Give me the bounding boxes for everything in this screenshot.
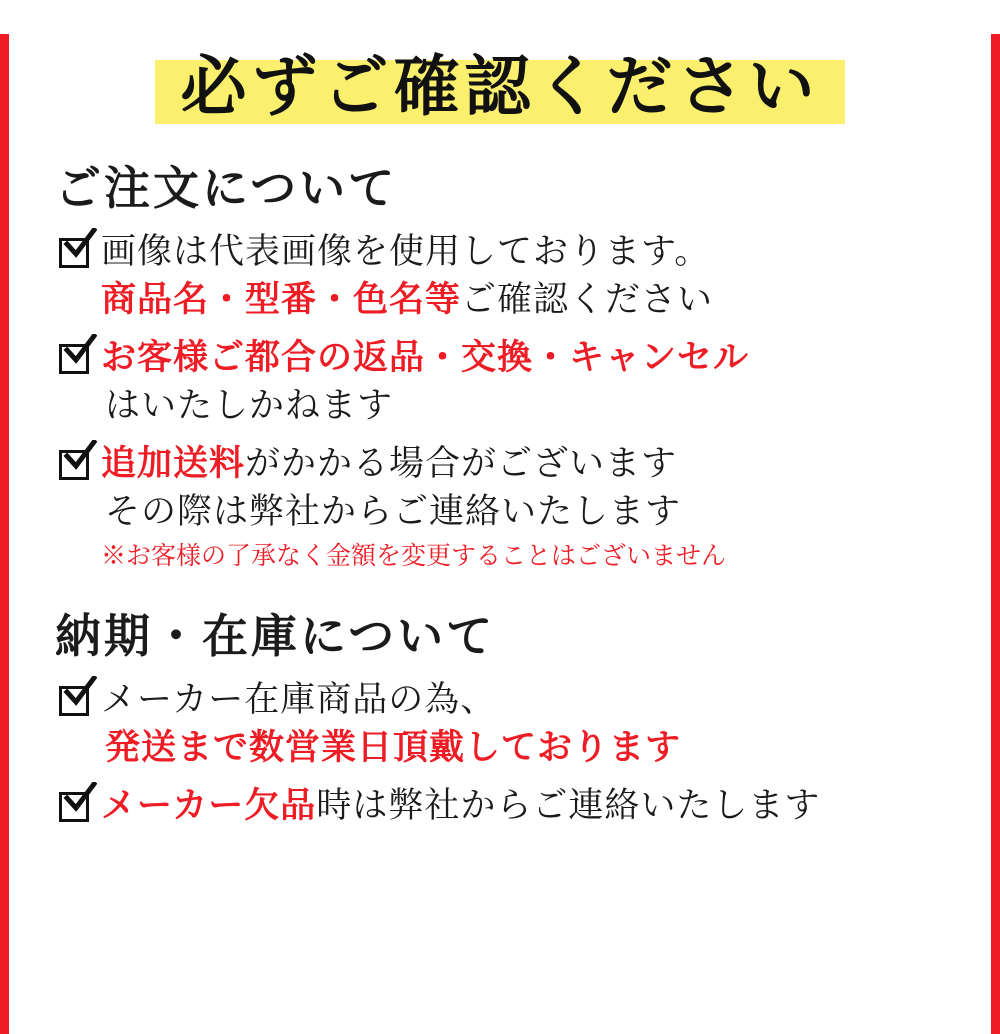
section-heading-orders: ご注文について (55, 161, 398, 215)
page-inner (9, 34, 991, 1034)
checkbox-checked-icon (57, 234, 95, 272)
list-item-lines (101, 228, 963, 324)
emphasis-text: メーカー欠品 (101, 785, 317, 826)
list-item (57, 228, 963, 324)
list-item-line: 画像は代表画像を使用しております。 (101, 232, 711, 272)
list-item (57, 334, 963, 430)
list-item-line: その際は弊社からご連絡いたします (105, 492, 682, 532)
list-item-lines (101, 334, 963, 430)
list-item-lines (101, 782, 963, 830)
section-heading-delivery: 納期・在庫について (55, 609, 496, 663)
notice-page (0, 34, 1000, 1034)
list-item (57, 440, 963, 576)
list-item-line: お客様ご都合の返品・交換・キャンセル (101, 337, 750, 378)
list-item-lines (101, 440, 963, 576)
list-item (57, 782, 963, 830)
emphasis-text: 商品名・型番・色名等 (101, 279, 462, 320)
plain-text: 時は弊社からご連絡いたします (316, 786, 821, 826)
plain-text: ご確認ください (461, 280, 714, 320)
list-item (57, 676, 963, 772)
list-item-line (101, 276, 963, 324)
checkbox-checked-icon (57, 446, 95, 484)
list-item-line: 発送まで数営業日頂戴しております (105, 727, 682, 768)
list-item-line (101, 440, 963, 488)
emphasis-text: 追加送料 (101, 443, 246, 484)
page-title-block (37, 34, 963, 138)
checkbox-checked-icon (57, 788, 95, 826)
checkbox-checked-icon (57, 682, 95, 720)
page-title: 必ずご確認ください (180, 47, 820, 125)
list-item-line: はいたしかねます (105, 386, 394, 426)
list-item-lines (101, 676, 963, 772)
plain-text: がかかる場合がございます (245, 444, 678, 484)
checkbox-checked-icon (57, 340, 95, 378)
list-item-line (101, 782, 963, 830)
list-item-note: ※お客様の了承なく金額を変更することはございません (101, 541, 727, 570)
list-item-line: メーカー在庫商品の為、 (101, 680, 497, 720)
